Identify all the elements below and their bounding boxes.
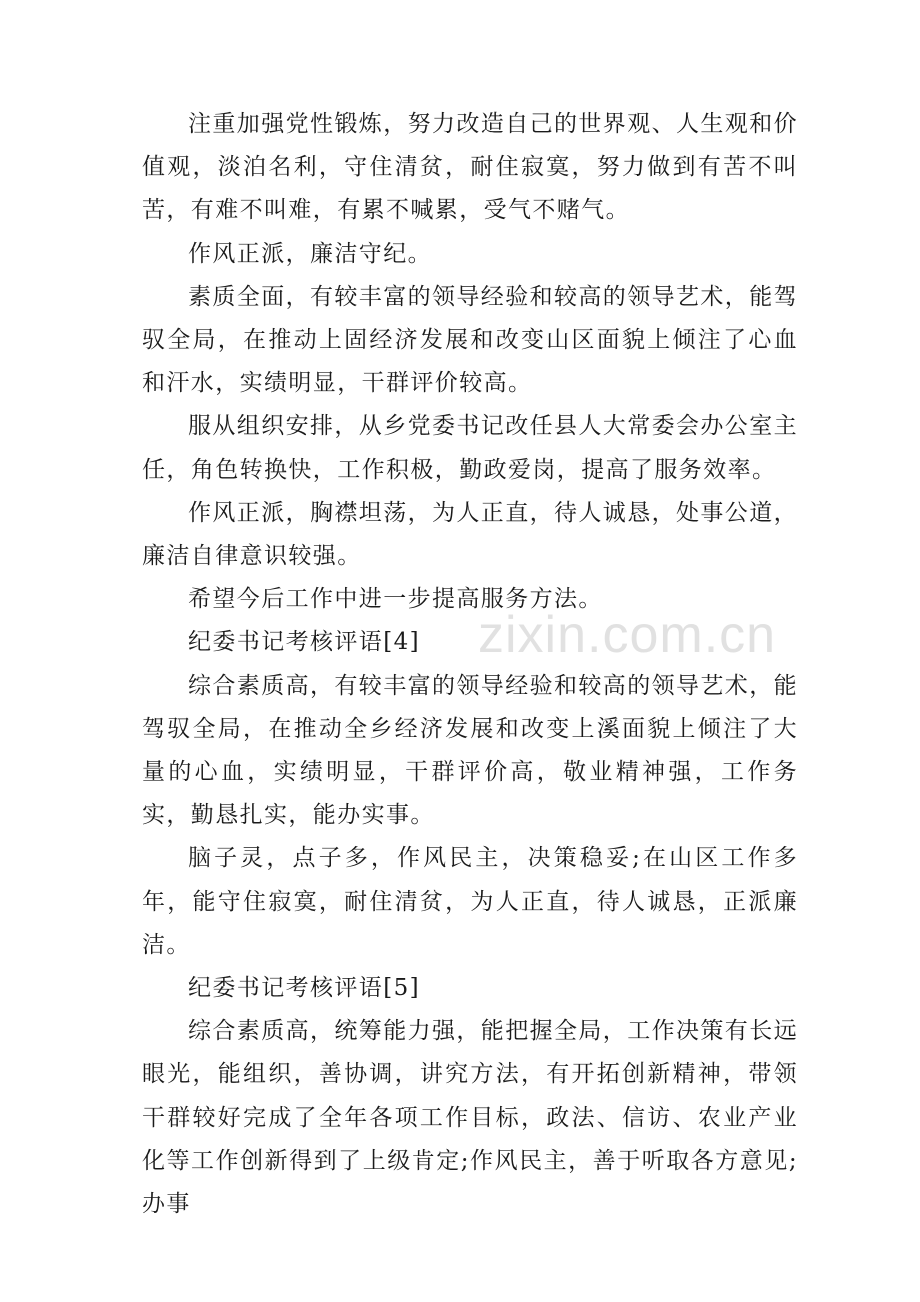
- paragraph: 希望今后工作中进一步提高服务方法。: [188, 586, 603, 613]
- paragraph: 脑子灵，点子多，作风民主，决策稳妥;在山区工作多年，能守住寂寞，耐住清贫，为人正直，待人诚恳，正派廉洁。: [142, 845, 798, 958]
- paragraph: 服从组织安排，从乡党委书记改任县人大常委会办公室主任，角色转换快，工作积极，勤政爱岗，提高了服务效率。: [142, 413, 798, 483]
- section-heading: 纪委书记考核评语[4]: [188, 629, 420, 656]
- paragraph: 作风正派，胸襟坦荡，为人正直，待人诚恳，处事公道，廉洁自律意识较强。: [142, 499, 798, 570]
- paragraph: 作风正派，廉洁守纪。: [188, 240, 432, 267]
- paragraph: 综合素质高，有较丰富的领导经验和较高的领导艺术，能驾驭全局，在推动全乡经济发展和改变上溪面貌上倾注了大量的心血，实绩明显，干群评价高，敬业精神强，工作务实，勤恳扎实，能办实事。: [142, 672, 798, 829]
- document-body: [142, 103, 798, 1226]
- section-heading: 纪委书记考核评语[5]: [188, 975, 420, 1002]
- watermark: zixin.com.cn: [478, 606, 777, 664]
- paragraph: 注重加强党性锻炼，努力改造自己的世界观、人生观和价值观，淡泊名利，守住清贫，耐住寂寞，努力做到有苦不叫苦，有难不叫难，有累不喊累，受气不赌气。: [142, 111, 798, 224]
- paragraph: 综合素质高，统筹能力强，能把握全局，工作决策有长远眼光，能组织，善协调，讲究方法，有开拓创新精神，带领干群较好完成了全年各项工作目标，政法、信访、农业产业化等工作创新得到了上级肯定;作风民主，善于听取各方意见;办事: [142, 1018, 798, 1218]
- paragraph: 素质全面，有较丰富的领导经验和较高的领导艺术，能驾驭全局，在推动上固经济发展和改变山区面貌上倾注了心血和汗水，实绩明显，干群评价较高。: [142, 283, 798, 397]
